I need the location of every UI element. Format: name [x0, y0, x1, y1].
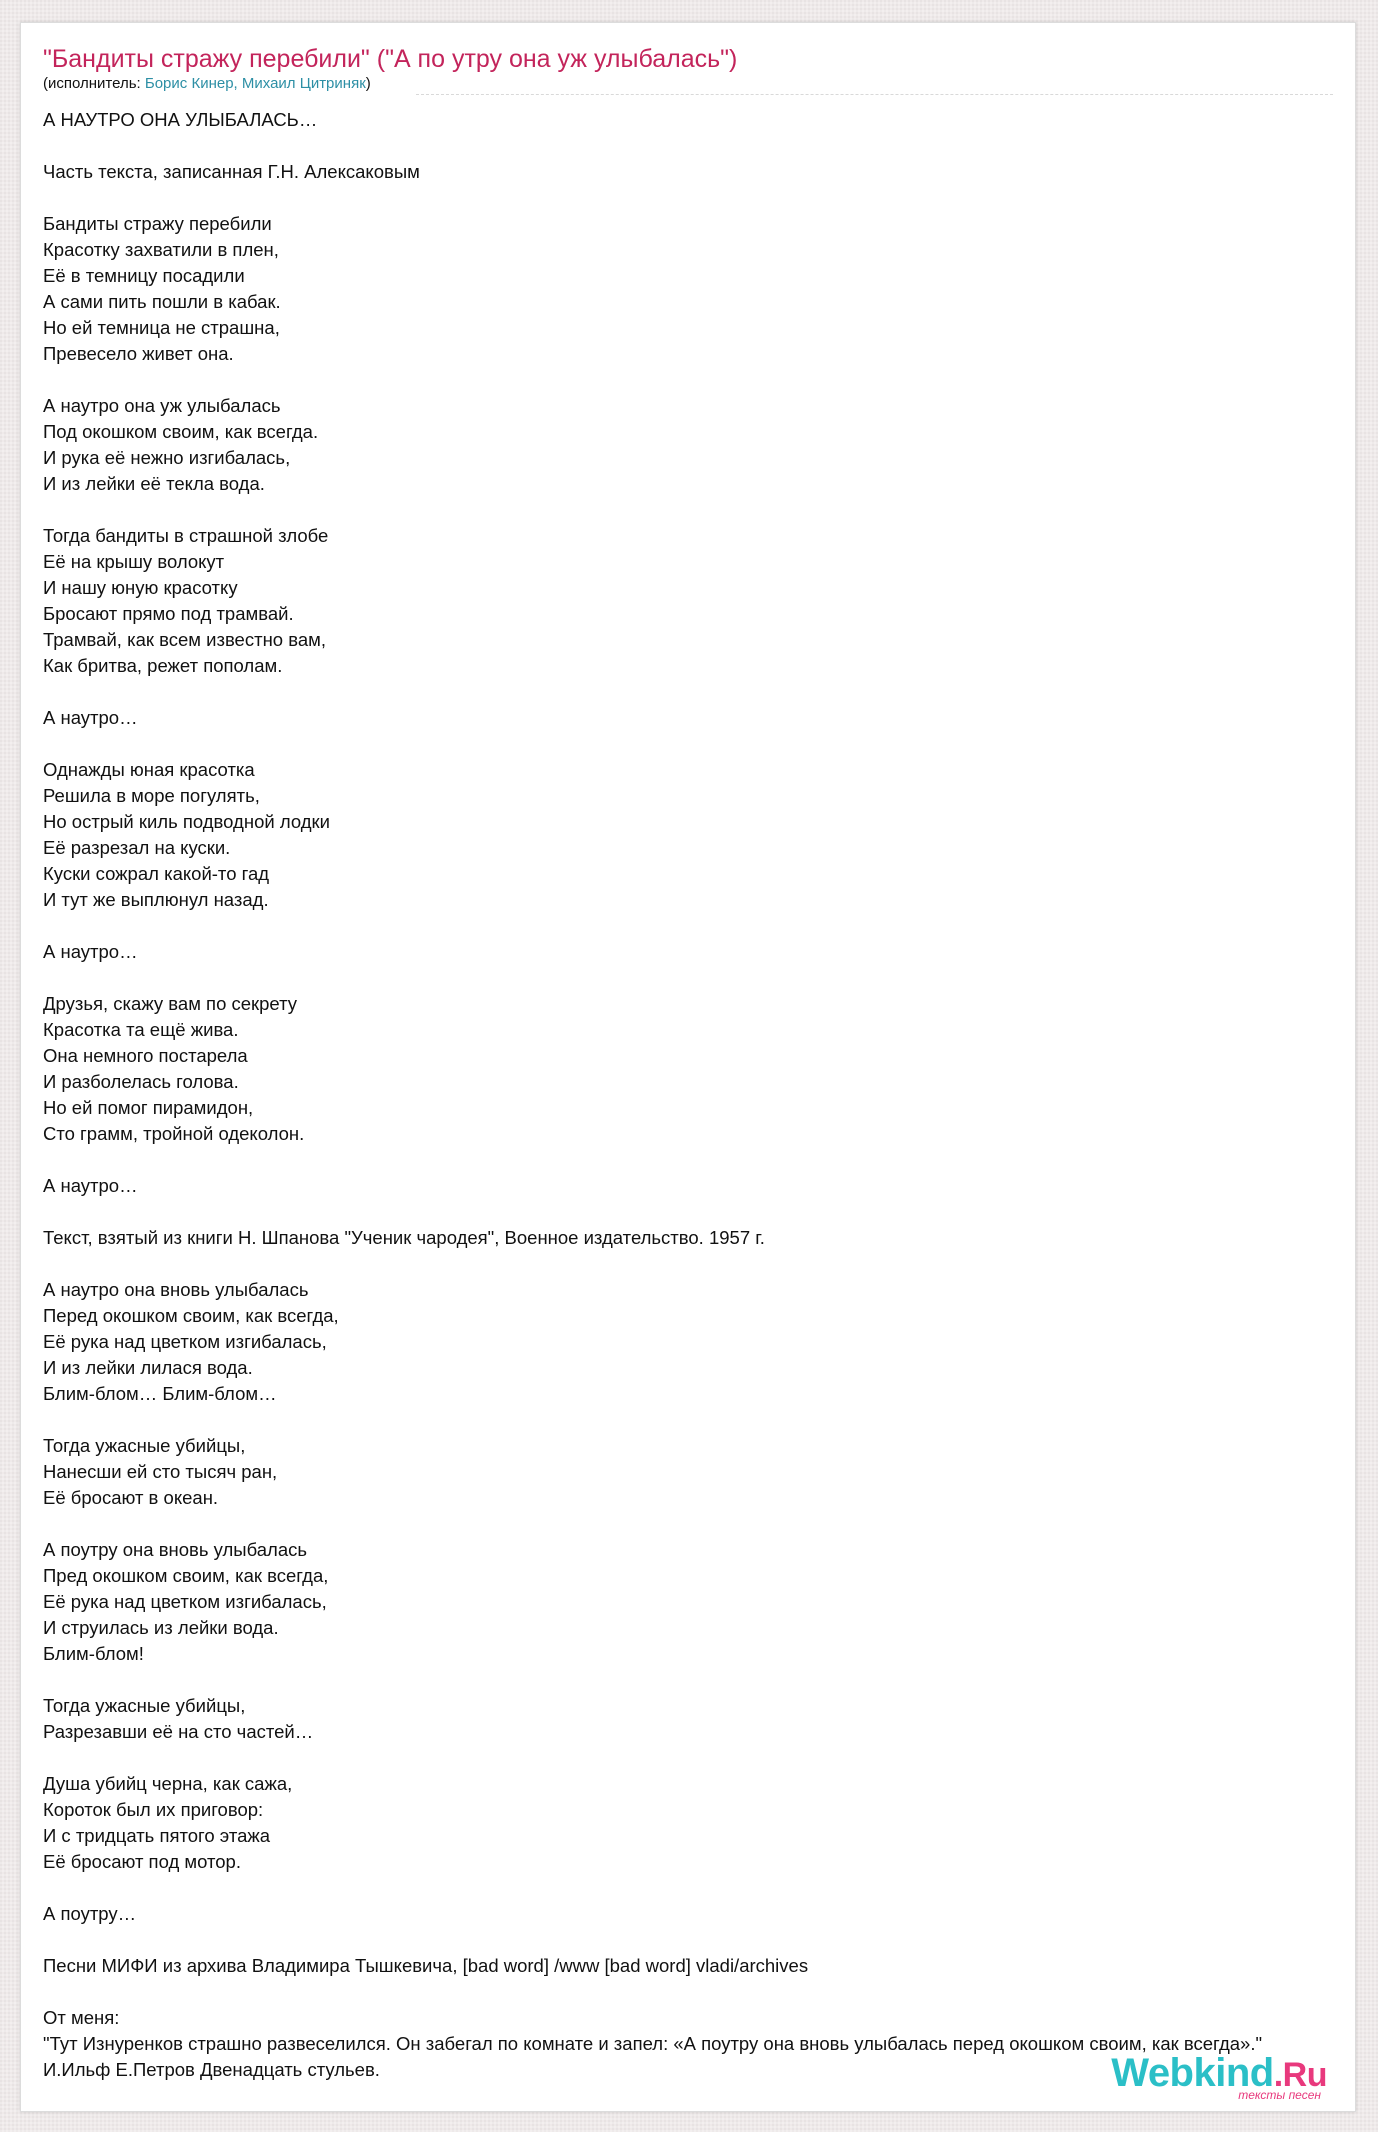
lyrics-line: Тогда бандиты в страшной злобе [43, 525, 329, 546]
lyrics-line: Часть текста, записанная Г.Н. Алексаковым [43, 161, 420, 182]
lyrics-line: Перед окошком своим, как всегда, [43, 1305, 339, 1326]
lyrics-line: А наутро она вновь улыбалась [43, 1279, 309, 1300]
lyrics-line: Её рука над цветком изгибалась, [43, 1331, 327, 1352]
lyrics-line: А поутру… [43, 1903, 137, 1924]
lyrics-line: А наутро… [43, 1175, 138, 1196]
lyrics-line: "Тут Изнуренков страшно развеселился. Он забегал по комнате и запел: «А поутру она вновь улыбалась перед окошком своим, как всегда»." [43, 2033, 1263, 2054]
lyrics-line: Бросают прямо под трамвай. [43, 603, 294, 624]
lyrics-line: Бандиты стражу перебили [43, 213, 272, 234]
lyrics-line: Она немного постарела [43, 1045, 248, 1066]
logo-tagline: тексты песен [1238, 2088, 1321, 2102]
lyrics-line: И нашу юную красотку [43, 577, 238, 598]
lyrics-line: Песни МИФИ из архива Владимира Тышкевича, [bad word] /www [bad word] vladi/archives [43, 1955, 809, 1976]
lyrics-line: Её разрезал на куски. [43, 837, 231, 858]
lyrics-line: Душа убийц черна, как сажа, [43, 1773, 293, 1794]
webkind-logo[interactable] [1111, 2051, 1327, 2102]
lyrics-line: А сами пить пошли в кабак. [43, 291, 281, 312]
lyrics-line: Тогда ужасные убийцы, [43, 1435, 246, 1456]
lyrics-line: Её бросают в океан. [43, 1487, 219, 1508]
lyrics-line: Куски сожрал какой-то гад [43, 863, 270, 884]
lyrics-line: Друзья, скажу вам по секрету [43, 993, 298, 1014]
lyrics-line: Разрезавши её на сто частей… [43, 1721, 314, 1742]
lyrics-line: И струилась из лейки вода. [43, 1617, 279, 1638]
lyrics-line: И с тридцать пятого этажа [43, 1825, 271, 1846]
lyrics-line: Пред окошком своим, как всегда, [43, 1565, 329, 1586]
lyrics-line: Её в темницу посадили [43, 265, 245, 286]
lyrics-line: От меня: [43, 2007, 120, 2028]
performer-prefix: (исполнитель: [43, 75, 145, 92]
title-divider [416, 94, 1333, 95]
lyrics-text [43, 107, 1262, 2083]
lyrics-line: Под окошком своим, как всегда. [43, 421, 319, 442]
lyrics-line: Но ей темница не страшна, [43, 317, 280, 338]
lyrics-card [20, 22, 1356, 2112]
performer-suffix: ) [365, 75, 371, 92]
lyrics-line: Текст, взятый из книги Н. Шпанова "Ученик чародея", Военное издательство. 1957 г. [43, 1227, 765, 1248]
lyrics-line: Сто грамм, тройной одеколон. [43, 1123, 305, 1144]
lyrics-line: И из лейки её текла вода. [43, 473, 265, 494]
lyrics-line: Красотку захватили в плен, [43, 239, 279, 260]
lyrics-line: Но ей помог пирамидон, [43, 1097, 254, 1118]
lyrics-line: Решила в море погулять, [43, 785, 260, 806]
lyrics-line: Превесело живет она. [43, 343, 234, 364]
lyrics-line: И разболелась голова. [43, 1071, 239, 1092]
logo-main-text: Webkind [1111, 2051, 1274, 2095]
lyrics-line: А наутро… [43, 941, 138, 962]
lyrics-line: А наутро она уж улыбалась [43, 395, 281, 416]
lyrics-line: Её на крышу волокут [43, 551, 225, 572]
lyrics-line: Нанесши ей сто тысяч ран, [43, 1461, 278, 1482]
lyrics-line: Красотка та ещё жива. [43, 1019, 239, 1040]
lyrics-line: И из лейки лилася вода. [43, 1357, 253, 1378]
lyrics-line: Короток был их приговор: [43, 1799, 264, 1820]
lyrics-line: Но острый киль подводной лодки [43, 811, 330, 832]
performer-line [43, 74, 371, 94]
lyrics-line: А наутро… [43, 707, 138, 728]
lyrics-line: И.Ильф Е.Петров Двенадцать стульев. [43, 2059, 380, 2080]
lyrics-line: Её бросают под мотор. [43, 1851, 241, 1872]
lyrics-line: Её рука над цветком изгибалась, [43, 1591, 327, 1612]
lyrics-line: И рука её нежно изгибалась, [43, 447, 291, 468]
lyrics-line: Как бритва, режет пополам. [43, 655, 283, 676]
logo-domain-suffix: .Ru [1273, 2056, 1327, 2094]
lyrics-line: Блим-блом! [43, 1643, 144, 1664]
lyrics-line: Однажды юная красотка [43, 759, 255, 780]
lyrics-line: Тогда ужасные убийцы, [43, 1695, 246, 1716]
lyrics-line: И тут же выплюнул назад. [43, 889, 269, 910]
lyrics-line: Блим-блом… Блим-блом… [43, 1383, 277, 1404]
lyrics-line: А поутру она вновь улыбалась [43, 1539, 308, 1560]
performer-link[interactable]: Борис Кинер, Михаил Цитриняк [144, 75, 366, 92]
song-title: "Бандиты стражу перебили" ("А по утру она уж улыбалась") [43, 45, 738, 73]
lyrics-line: А НАУТРО ОНА УЛЫБАЛАСЬ… [43, 109, 318, 130]
lyrics-line: Трамвай, как всем известно вам, [43, 629, 326, 650]
